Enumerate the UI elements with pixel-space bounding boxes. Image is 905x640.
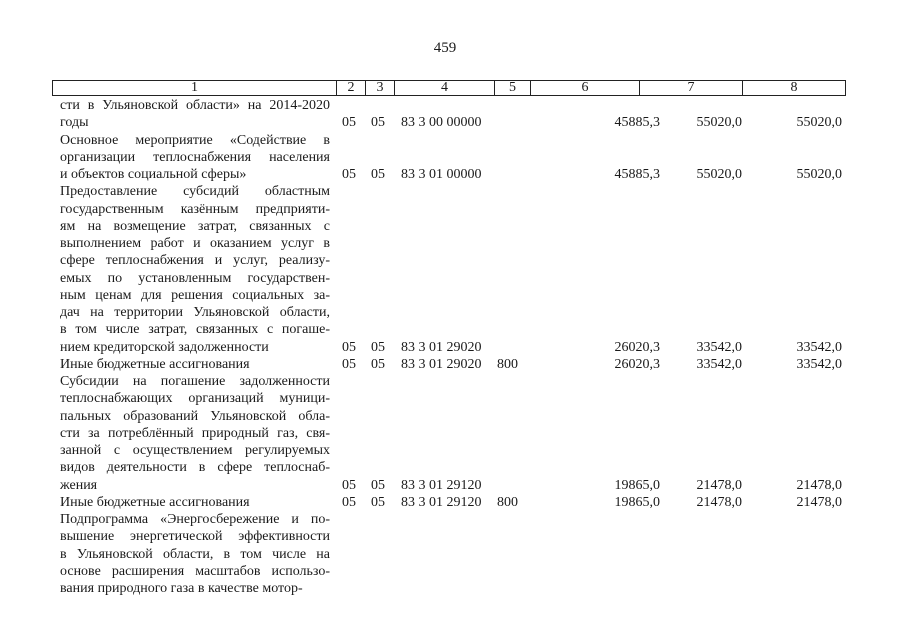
row-description-line: в том числе затрат, связанных с погаше- [60,322,330,338]
header-col-7: 7 [639,81,742,95]
cell-c8: 21478,0 [796,477,842,493]
header-col-1: 1 [191,80,198,95]
cell-c8: 21478,0 [796,494,842,510]
row-description-line: сти в Ульяновской области» на 2014-2020 [60,98,330,113]
row-description-line: вания природного газа в качестве мотор- [60,581,303,596]
row-description-line: жения [60,477,98,493]
cell-c3: 05 [371,356,385,372]
cell-c5: 800 [497,494,518,510]
cell-c3: 05 [371,115,385,131]
cell-c2: 05 [342,477,356,493]
table-header [52,80,846,96]
cell-c4: 83 3 01 00000 [401,167,482,182]
row-description-line: основе расширения масштабов использо- [60,563,330,579]
cell-c4: 83 3 01 29120 [401,494,482,510]
row-description-line: государственным казённым предприяти- [60,201,330,217]
header-col-5: 5 [494,81,530,95]
cell-c6: 45885,3 [614,115,660,131]
cell-c4: 83 3 00 00000 [401,115,482,131]
cell-c2: 05 [342,167,356,182]
row-description-line: емых по установленным государствен- [60,270,330,286]
cell-c2: 05 [342,115,356,131]
page-number: 459 [433,40,457,56]
header-col-2: 2 [336,81,365,95]
cell-c8: 33542,0 [796,339,842,355]
cell-c6: 19865,0 [614,494,660,510]
cell-c6: 26020,3 [614,356,660,372]
row-description-line: пальных образований Ульяновской обла- [60,408,330,424]
row-description-line: выполнением работ и оказанием услуг в [60,236,330,251]
row-description-line: занной с осуществлением регулируемых [60,443,330,458]
cell-c2: 05 [342,356,356,372]
cell-c7: 55020,0 [696,167,742,182]
cell-c7: 21478,0 [696,477,742,493]
cell-c8: 55020,0 [796,167,842,182]
row-description-line: и объектов социальной сферы» [60,167,247,182]
row-description-line: Основное мероприятие «Содействие в [60,132,330,148]
row-description-line: нием кредиторской задолженности [60,339,269,355]
cell-c6: 45885,3 [614,167,660,182]
row-description-line: сфере теплоснабжения и услуг, реализу- [60,253,330,269]
cell-c6: 26020,3 [614,339,660,355]
cell-c5: 800 [497,356,518,372]
cell-c2: 05 [342,339,356,355]
row-description-line: в Ульяновской области, в том числе на [60,546,330,562]
header-col-6: 6 [530,81,639,95]
row-description-line: Иные бюджетные ассигнования [60,356,250,372]
cell-c4: 83 3 01 29120 [401,477,482,493]
cell-c7: 33542,0 [696,339,742,355]
header-col-8: 8 [742,81,845,95]
row-description-line: видов деятельности в сфере теплоснаб- [60,460,330,476]
row-description-line: Субсидии на погашение задолженности [60,374,330,389]
header-col-4: 4 [394,81,494,95]
row-description-line: годы [60,115,89,131]
cell-c3: 05 [371,167,385,182]
cell-c3: 05 [371,339,385,355]
row-description-line: Иные бюджетные ассигнования [60,494,250,510]
header-col-3: 3 [365,81,394,95]
cell-c4: 83 3 01 29020 [401,339,482,355]
row-description-line: Подпрограмма «Энергосбережение и по- [60,512,330,527]
cell-c2: 05 [342,494,356,510]
cell-c8: 55020,0 [796,115,842,131]
row-description-line: теплоснабжающих организаций муници- [60,391,330,407]
row-description-line: ям на возмещение затрат, связанных с [60,218,330,234]
cell-c4: 83 3 01 29020 [401,356,482,372]
cell-c7: 21478,0 [696,494,742,510]
cell-c7: 33542,0 [696,356,742,372]
cell-c7: 55020,0 [696,115,742,131]
row-description-line: дач на территории Ульяновской области, [60,305,330,320]
row-description-line: ным ценам для решения социальных за- [60,287,330,303]
row-description-line: организации теплоснабжения населения [60,149,330,165]
row-description-line: Предоставление субсидий областным [60,184,330,200]
cell-c3: 05 [371,477,385,493]
cell-c8: 33542,0 [796,356,842,372]
cell-c3: 05 [371,494,385,510]
row-description-line: вышение энергетической эффективности [60,529,330,545]
cell-c6: 19865,0 [614,477,660,493]
row-description-line: сти за потреблённый природный газ, свя- [60,425,330,441]
